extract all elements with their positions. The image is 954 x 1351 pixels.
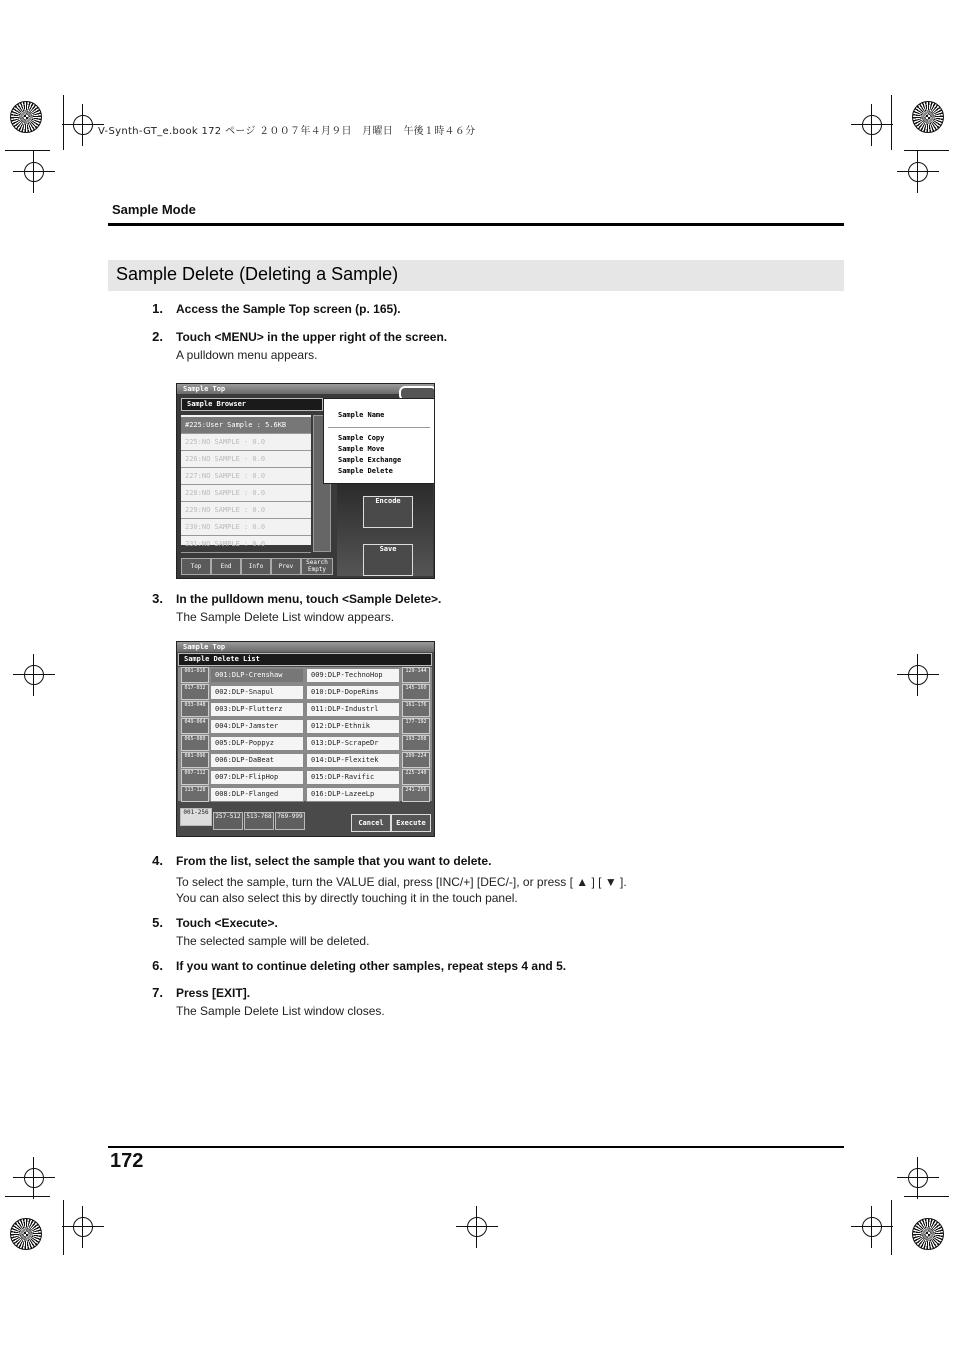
menu-item-sample-move[interactable]: Sample Move: [338, 445, 385, 453]
step-number: 7.: [152, 985, 163, 1000]
registration-sun-top-right: [912, 101, 944, 133]
crosshair-bottom-left-icon: [73, 1217, 93, 1237]
list-item[interactable]: 231:NO SAMPLE : 0.0: [181, 536, 311, 553]
range-button[interactable]: 177-192: [402, 718, 430, 734]
cancel-button[interactable]: Cancel: [351, 814, 391, 832]
list-item[interactable]: 225:NO SAMPLE - 0.0: [181, 434, 311, 451]
bank-tab[interactable]: 769-999: [275, 812, 305, 830]
page-title: Sample Delete (Deleting a Sample): [116, 264, 399, 284]
step-text: From the list, select the sample that you want to delete.: [176, 854, 492, 868]
menu-item-sample-copy[interactable]: Sample Copy: [338, 434, 385, 442]
list-item[interactable]: 226:NO SAMPLE - 0.0: [181, 451, 311, 468]
step-description: The Sample Delete List window closes.: [176, 1004, 385, 1018]
step-description: You can also select this by directly touching it in the touch panel.: [176, 891, 518, 905]
pulldown-menu: [323, 398, 435, 484]
screen-title: Sample Top: [183, 643, 226, 651]
range-button[interactable]: 097-112: [181, 769, 209, 785]
execute-button[interactable]: Execute: [391, 814, 431, 832]
sample-cell[interactable]: 013:DLP-ScrapeDr: [306, 736, 400, 751]
step-text: In the pulldown menu, touch <Sample Delete>.: [176, 592, 442, 606]
sample-cell[interactable]: 014:DLP-Flexitek: [306, 753, 400, 768]
list-title-bar: [178, 653, 432, 666]
file-info: V-Synth-GT_e.book 172 ページ ２００７年４月９日 月曜日 午後１時４６分: [98, 126, 476, 137]
encode-button[interactable]: Encode: [363, 496, 413, 528]
range-button[interactable]: 081-096: [181, 752, 209, 768]
sample-cell[interactable]: 015:DLP-Ravific: [306, 770, 400, 785]
bank-tab[interactable]: 513-768: [244, 812, 274, 830]
page-number: 172: [110, 1150, 144, 1172]
sample-top-screenshot: [176, 383, 435, 579]
save-button[interactable]: Save: [363, 544, 413, 576]
crosshair-bottom-right-icon: [862, 1217, 882, 1237]
step-number: 4.: [152, 853, 163, 868]
step-description: The selected sample will be deleted.: [176, 934, 370, 948]
step-text: If you want to continue deleting other samples, repeat steps 4 and 5.: [176, 959, 567, 973]
crop-mark: [63, 95, 64, 150]
end-button[interactable]: End: [211, 558, 241, 575]
crop-mark: [891, 1200, 892, 1255]
crop-mark: [63, 1200, 64, 1255]
info-button[interactable]: Info: [241, 558, 271, 575]
sample-cell[interactable]: 002:DLP-Snapul: [210, 685, 304, 700]
sample-cell[interactable]: 006:DLP-DaBeat: [210, 753, 304, 768]
screen-titlebar: [177, 642, 434, 652]
step-text: Access the Sample Top screen (p. 165).: [176, 302, 401, 316]
list-title: Sample Delete List: [184, 655, 260, 663]
range-button[interactable]: 209-224: [402, 752, 430, 768]
step-number: 3.: [152, 591, 163, 606]
step-text: Press [EXIT].: [176, 986, 251, 1000]
sample-cell[interactable]: 016:DLP-LazeeLp: [306, 787, 400, 802]
list-item[interactable]: 228:NO SAMPLE : 0.0: [181, 485, 311, 502]
range-button[interactable]: 145-160: [402, 684, 430, 700]
range-button[interactable]: 129-144: [402, 667, 430, 683]
browser-label: Sample Browser: [187, 400, 247, 408]
registration-sun-bottom-right: [912, 1218, 944, 1250]
step-number: 5.: [152, 915, 163, 930]
search-empty-button[interactable]: Search Empty: [301, 558, 333, 575]
list-item[interactable]: 227:NO SAMPLE : 0.0: [181, 468, 311, 485]
sample-cell[interactable]: 004:DLP-Jamster: [210, 719, 304, 734]
sample-cell[interactable]: 010:DLP-DopeRims: [306, 685, 400, 700]
step-number: 6.: [152, 958, 163, 973]
crosshair-top-right-icon: [862, 115, 882, 135]
range-button[interactable]: 049-064: [181, 718, 209, 734]
range-button[interactable]: 017-032: [181, 684, 209, 700]
crop-mark: [891, 95, 892, 150]
section-label: Sample Mode: [112, 202, 196, 217]
list-item[interactable]: #225:User Sample : 5.6KB: [181, 417, 311, 434]
sample-cell[interactable]: 009:DLP-TechnoHop: [306, 668, 400, 683]
menu-item-sample-exchange[interactable]: Sample Exchange: [338, 456, 402, 464]
encode-panel: [337, 484, 433, 576]
range-button[interactable]: 033-048: [181, 701, 209, 717]
crosshair-left-mid-icon: [24, 665, 44, 685]
step-number: 2.: [152, 329, 163, 344]
browser-bar: [181, 398, 323, 411]
range-button[interactable]: 001-016: [181, 667, 209, 683]
crosshair-bottom-center-icon: [467, 1217, 487, 1237]
list-item[interactable]: 229:NO SAMPLE : 0.0: [181, 502, 311, 519]
sample-delete-list-screenshot: [176, 641, 435, 837]
crosshair-top-left-icon: [73, 115, 93, 135]
prev-button[interactable]: Prev: [271, 558, 301, 575]
step-description: A pulldown menu appears.: [176, 348, 318, 362]
crop-mark: [5, 150, 50, 151]
registration-sun-bottom-left: [10, 1218, 42, 1250]
step-number: 1.: [152, 301, 163, 316]
menu-divider: [328, 427, 430, 428]
sample-cell[interactable]: 011:DLP-Industrl: [306, 702, 400, 717]
crosshair-right-lower-icon: [908, 1168, 928, 1188]
step-description: The Sample Delete List window appears.: [176, 610, 395, 624]
menu-item-sample-name[interactable]: Sample Name: [338, 411, 385, 419]
crosshair-left-upper-icon: [24, 162, 44, 182]
header-rule: [108, 223, 844, 226]
range-button[interactable]: 193-208: [402, 735, 430, 751]
bank-tab[interactable]: 257-512: [213, 812, 243, 830]
top-button[interactable]: Top: [181, 558, 211, 575]
sample-cell[interactable]: 008:DLP-Flanged: [210, 787, 304, 802]
screen-titlebar: [177, 384, 434, 394]
range-button[interactable]: 065-080: [181, 735, 209, 751]
registration-sun-top-left: [10, 101, 42, 133]
crosshair-right-mid-icon: [908, 665, 928, 685]
range-button[interactable]: 161-176: [402, 701, 430, 717]
range-button[interactable]: 241-256: [402, 786, 430, 802]
menu-item-sample-delete[interactable]: Sample Delete: [338, 467, 393, 475]
sample-cell[interactable]: 012:DLP-Ethnik: [306, 719, 400, 734]
list-item[interactable]: 230:NO SAMPLE : 0.0: [181, 519, 311, 536]
crosshair-left-lower-icon: [24, 1168, 44, 1188]
sample-list: [181, 415, 311, 548]
sample-cell[interactable]: 001:DLP-Crenshaw: [210, 668, 304, 683]
range-button[interactable]: 113-128: [181, 786, 209, 802]
sample-cell[interactable]: 007:DLP-FlipHop: [210, 770, 304, 785]
bank-tab[interactable]: 001-256: [180, 808, 212, 826]
step-text: Touch <Execute>.: [176, 916, 278, 930]
footer-rule: [108, 1146, 844, 1148]
crop-mark: [904, 150, 949, 151]
sample-cell[interactable]: 003:DLP-Flutterz: [210, 702, 304, 717]
crop-mark: [5, 1196, 50, 1197]
step-description: To select the sample, turn the VALUE dial, press [INC/+] [DEC/-], or press [ ▲ ] [ ▼ ].: [176, 875, 627, 889]
step-text: Touch <MENU> in the upper right of the screen.: [176, 330, 448, 344]
sample-cell[interactable]: 005:DLP-Poppyz: [210, 736, 304, 751]
crosshair-right-upper-icon: [908, 162, 928, 182]
screen-title: Sample Top: [183, 385, 226, 393]
range-button[interactable]: 225-240: [402, 769, 430, 785]
crop-mark: [904, 1196, 949, 1197]
